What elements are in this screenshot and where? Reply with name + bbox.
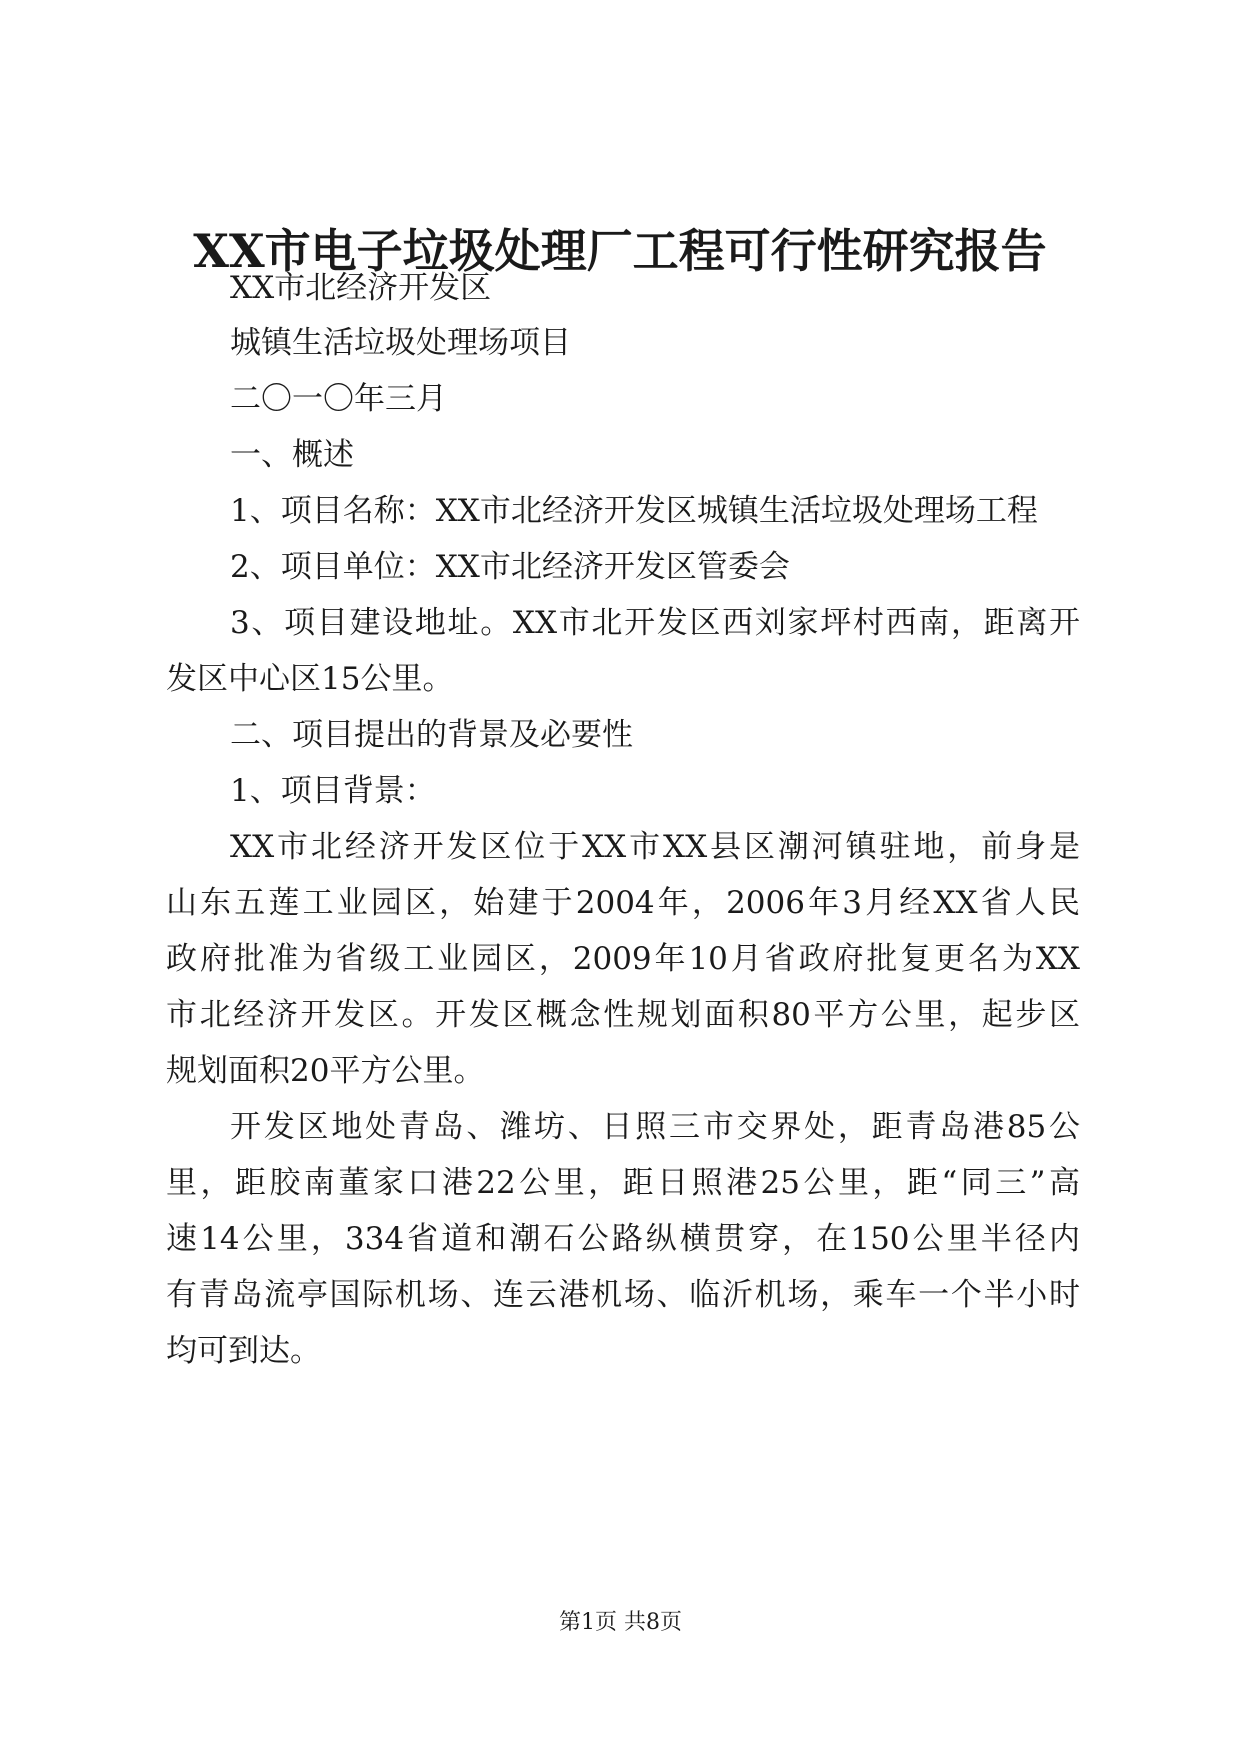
- paragraph-line: 山东五莲工业园区，始建于2004年，2006年3月经XX省人民: [166, 885, 1080, 921]
- page-number-footer: 第1页 共8页: [559, 1610, 682, 1635]
- subtitle-project: 城镇生活垃圾处理场项目: [230, 325, 571, 361]
- item-project-unit: 2、项目单位：XX市北经济开发区管委会: [230, 549, 790, 585]
- paragraph-line: 开发区地处青岛、潍坊、日照三市交界处，距青岛港85公: [230, 1109, 1080, 1145]
- paragraph-line: 有青岛流亭国际机场、连云港机场、临沂机场，乘车一个半小时: [166, 1277, 1080, 1313]
- document-title: XX市电子垃圾处理厂工程可行性研究报告: [193, 224, 1047, 278]
- subheading-background: 1、项目背景：: [230, 773, 436, 809]
- paragraph-line: 政府批准为省级工业园区，2009年10月省政府批复更名为XX: [166, 941, 1080, 977]
- paragraph-line: XX市北经济开发区位于XX市XX县区潮河镇驻地，前身是: [230, 829, 1080, 865]
- paragraph-line: 里，距胶南董家口港22公里，距日照港25公里，距“同三”高: [166, 1165, 1080, 1201]
- paragraph-line: 均可到达。: [166, 1333, 321, 1369]
- section-heading-background: 二、项目提出的背景及必要性: [230, 717, 633, 753]
- subtitle-date: 二〇一〇年三月: [230, 381, 447, 417]
- item-project-address: 3、项目建设地址。XX市北开发区西刘家坪村西南，距离开: [230, 605, 1080, 641]
- item-project-address-cont: 发区中心区15公里。: [166, 661, 454, 697]
- subtitle-zone: XX市北经济开发区: [230, 270, 492, 306]
- paragraph-line: 速14公里，334省道和潮石公路纵横贯穿，在150公里半径内: [166, 1221, 1080, 1257]
- paragraph-line: 市北经济开发区。开发区概念性规划面积80平方公里，起步区: [166, 997, 1080, 1033]
- section-heading-overview: 一、概述: [230, 437, 354, 473]
- paragraph-line: 规划面积20平方公里。: [166, 1053, 485, 1089]
- item-project-name: 1、项目名称：XX市北经济开发区城镇生活垃圾处理场工程: [230, 493, 1038, 529]
